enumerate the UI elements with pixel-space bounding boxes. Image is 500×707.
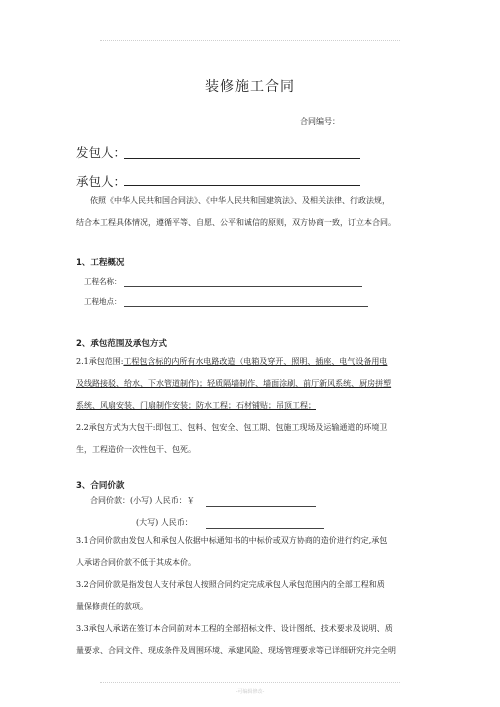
page-footer: -可编辑修改- <box>235 689 265 695</box>
price-lower-field-line[interactable] <box>206 506 316 507</box>
clause-3-3-line-1: 3.3承包人承诺在签订本合同前对本工程的全部招标文件、设计图纸、技术要求及说明、质 <box>76 624 393 633</box>
footer-divider <box>100 682 400 683</box>
section-3-heading: 3、合同价款 <box>76 481 125 491</box>
clause-2-2-line-1: 2.2承包方式为大包干:即包工、包料、包安全、包工期、包施工现场及运输通道的环境卫 <box>76 423 388 432</box>
clause-3-2-line-2: 量保修责任的款项。 <box>76 602 148 611</box>
clause-2-1-prefix: 2.1承包范围: <box>76 357 124 366</box>
clause-3-1-line-1: 3.1合同价款由发包人和承包人依据中标通知书的中标价或双方协商的造价进行约定,承包 <box>76 536 388 545</box>
clause-2-1-underlined-text: 工程包含标的内所有水电路改造（电箱及穿开、照明、插座、电气设备用电 <box>123 357 388 366</box>
contractor-field-line[interactable] <box>124 185 360 186</box>
price-lower-label: 合同价款：(小写) 人民币：￥ <box>90 496 195 505</box>
clause-2-1-line-3: 系统、风扇安装、门扇制作安装；防水工程；石材铺贴；吊顶工程； <box>76 401 316 410</box>
employer-field-line[interactable] <box>124 158 360 159</box>
clause-3-2-line-1: 3.2合同价款是指发包人支付承包人按照合同约定完成承包人承包范围内的全部工程和质 <box>76 580 385 589</box>
contract-number-label: 合同编号： <box>300 117 340 126</box>
price-upper-field-line[interactable] <box>206 528 324 529</box>
document-title: 装修施工合同 <box>205 79 295 95</box>
project-name-field-line[interactable] <box>124 286 362 287</box>
intro-line-1: 依照《中华人民共和国合同法》、《中华人民共和国建筑法》、及相关法律、行政法规， <box>90 196 390 205</box>
contractor-label: 承包人： <box>76 174 127 189</box>
clause-3-1-line-2: 人承诺合同价款不低于其成本价。 <box>76 558 196 567</box>
clause-3-3-line-2: 量要求、合同文件、现成条件及周围环境、承建风险、现场管理要求等已详细研究并完全明 <box>76 646 396 655</box>
employer-label: 发包人： <box>76 145 127 160</box>
clause-2-1-line-2: 及线路接驳、给水、下水管道制作)；轻质隔墙制作、墙面涂刷、前厅新风系统、厨房拼塑 <box>76 379 392 388</box>
price-upper-label: (大写) 人民币： <box>136 518 193 527</box>
header-divider <box>100 40 400 41</box>
project-name-label: 工程名称： <box>84 277 122 286</box>
section-2-heading: 2、承包范围及承包方式 <box>76 339 167 349</box>
intro-line-2: 结合本工程具体情况，遵循平等、自愿、公平和诚信的原则，双方协商一致，订立本合同。 <box>76 218 396 227</box>
clause-2-1-line-1 <box>76 351 387 373</box>
clause-2-2-line-2: 生，工程造价一次性包干、包死。 <box>76 445 196 454</box>
project-location-field-line[interactable] <box>124 306 368 307</box>
project-location-label: 工程地点： <box>84 297 122 306</box>
section-1-heading: 1、工程概况 <box>76 258 125 268</box>
